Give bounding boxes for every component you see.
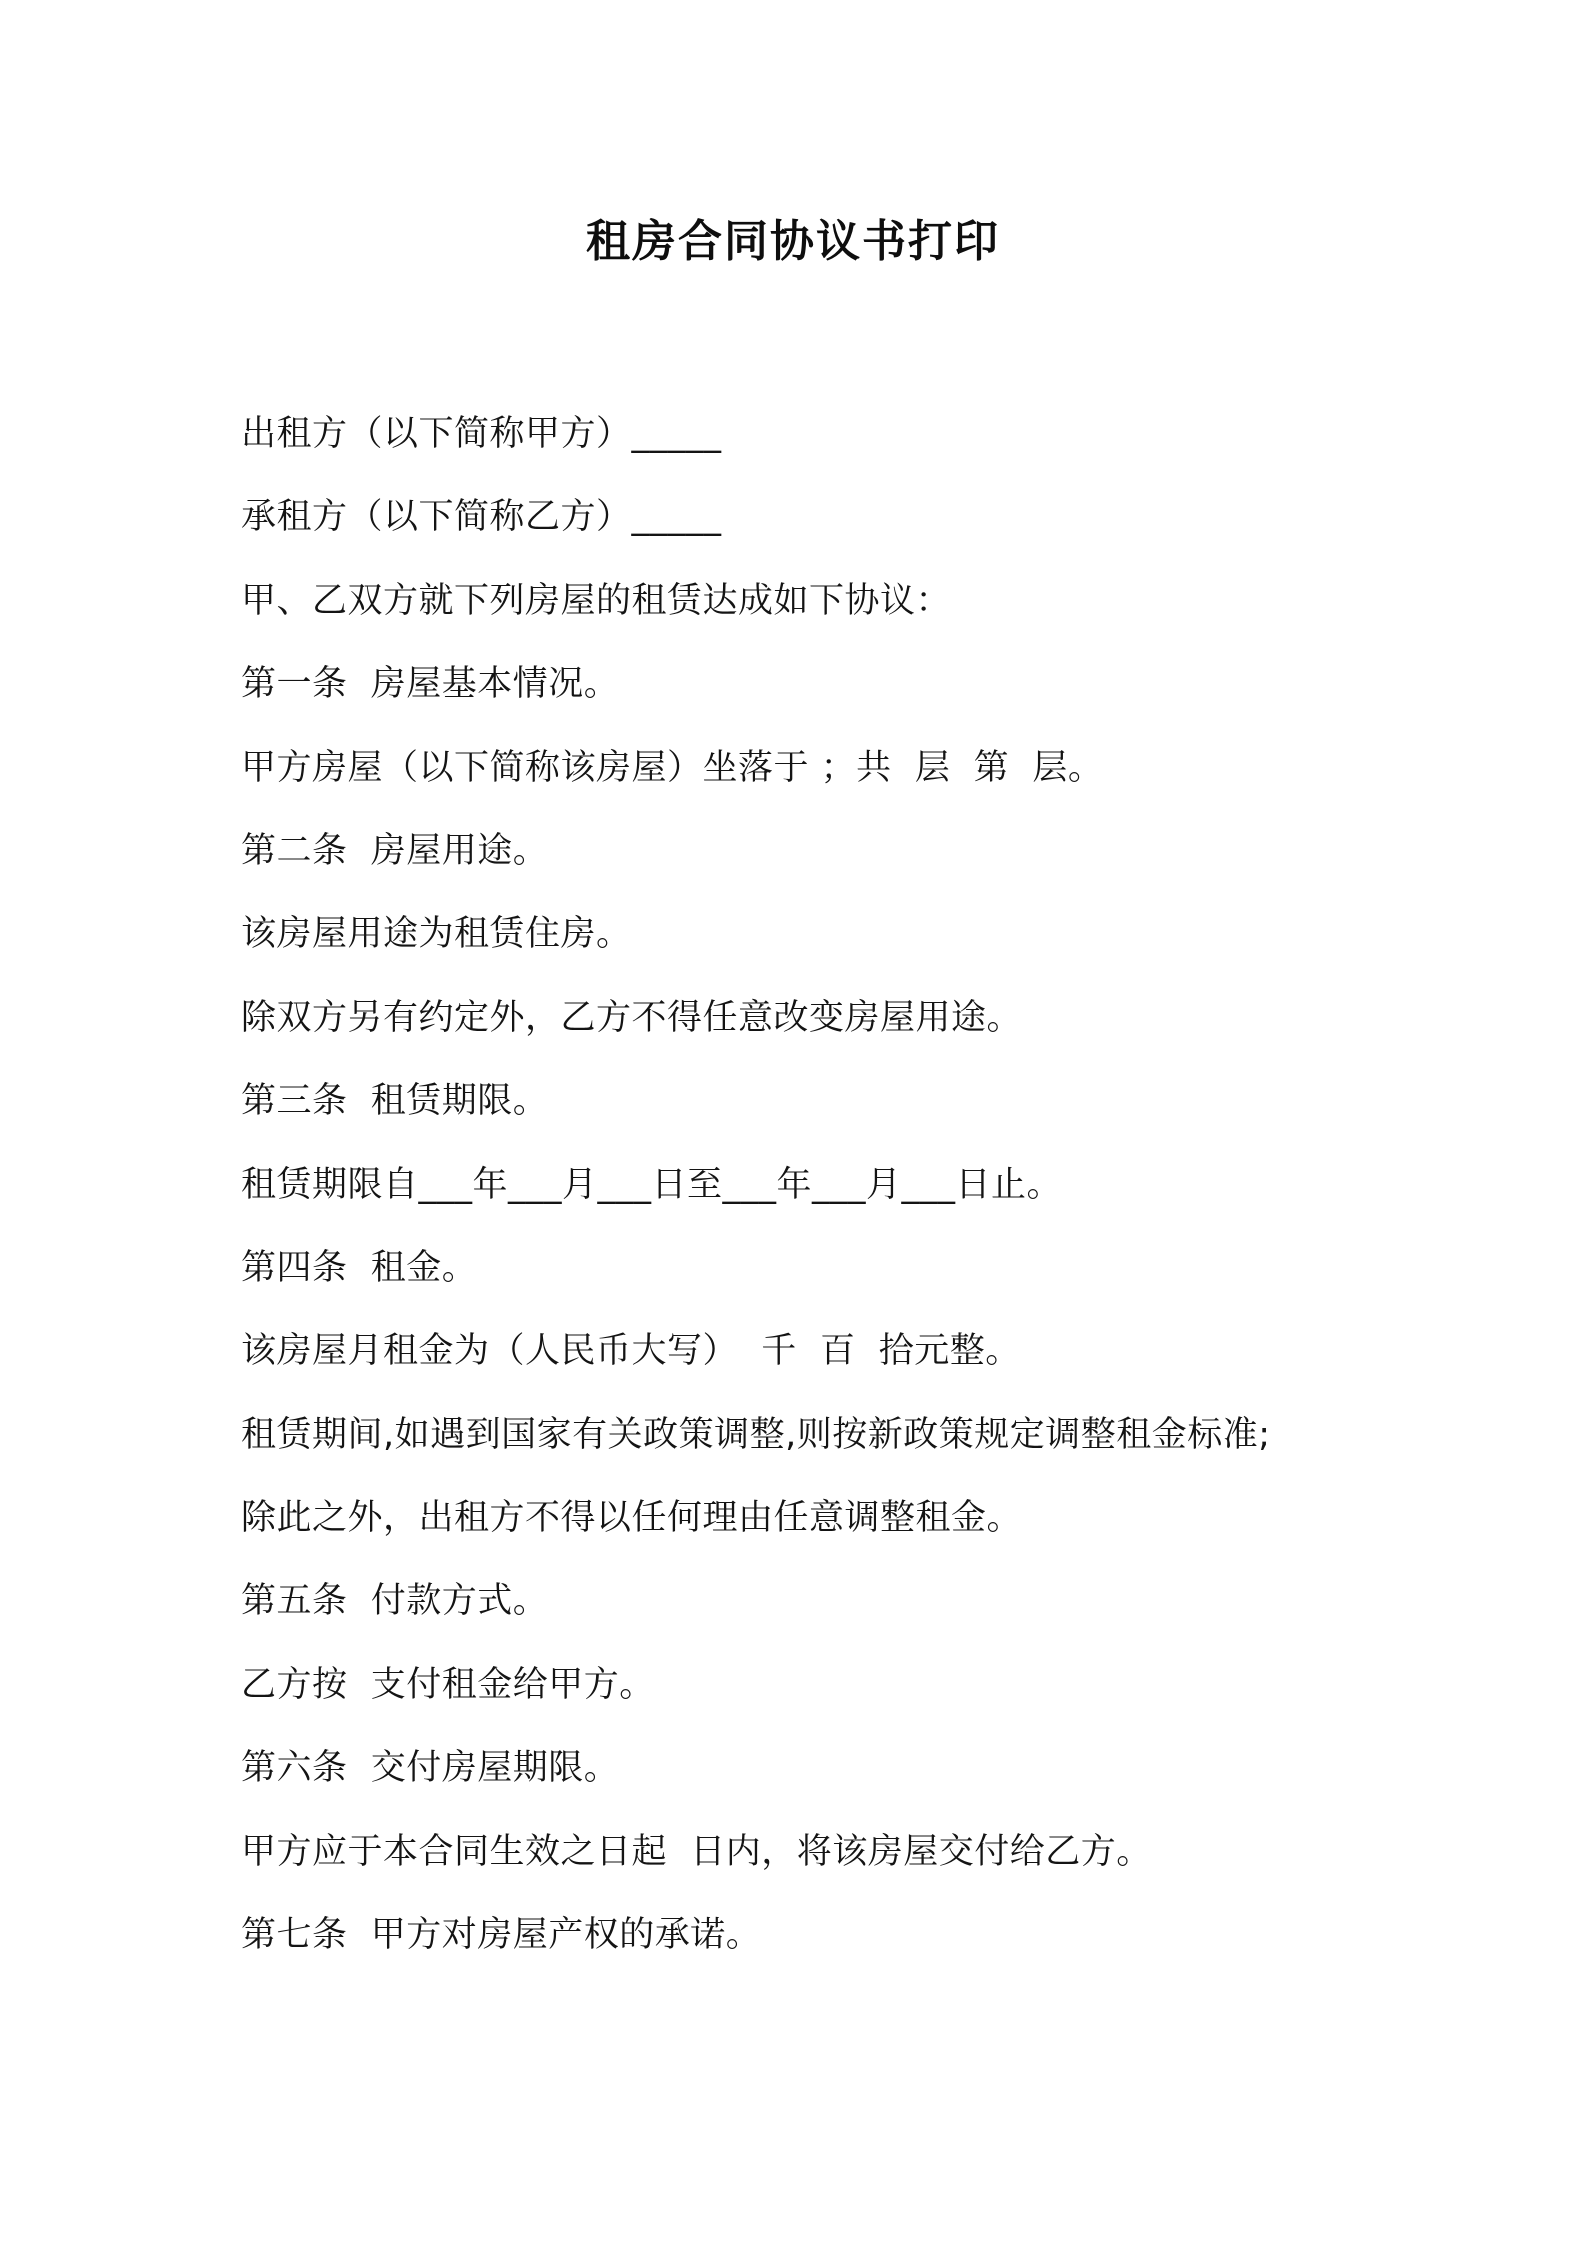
article-2-heading: 第二条 房屋用途。 (241, 830, 549, 871)
contract-body (241, 408, 1441, 1992)
party-a-line: 出租方（以下简称甲方）_____ (241, 414, 722, 454)
article-1-heading: 第一条 房屋基本情况。 (241, 664, 620, 705)
article-1-text: 甲方房屋（以下简称该房屋）坐落于 ；共 层 第 层。 (241, 747, 1104, 788)
article-3-text: 租赁期限自___年___月___日至___年___月___日止。 (241, 1164, 1063, 1205)
article-4-heading: 第四条 租金。 (241, 1247, 478, 1288)
article-2-text-2: 除双方另有约定外，乙方不得任意改变房屋用途。 (241, 997, 1023, 1038)
document-title: 租房合同协议书打印 (586, 216, 1000, 267)
article-6-text: 甲方应于本合同生效之日起 日内，将该房屋交付给乙方。 (241, 1831, 1152, 1872)
article-5-heading: 第五条 付款方式。 (241, 1581, 549, 1622)
article-5-text: 乙方按 支付租金给甲方。 (241, 1664, 655, 1705)
article-7-heading: 第七条 甲方对房屋产权的承诺。 (241, 1915, 762, 1956)
party-b-line: 承租方（以下简称乙方）_____ (241, 497, 722, 538)
article-2-text-1: 该房屋用途为租赁住房。 (241, 914, 632, 955)
article-4-text-3: 除此之外，出租方不得以任何理由任意调整租金。 (241, 1498, 1023, 1539)
agreement-intro: 甲、乙双方就下列房屋的租赁达成如下协议： (241, 580, 952, 621)
article-3-heading: 第三条 租赁期限。 (241, 1081, 549, 1122)
article-6-heading: 第六条 交付房屋期限。 (241, 1748, 620, 1789)
article-4-text-2: 租赁期间,如遇到国家有关政策调整,则按新政策规定调整租金标准; (241, 1414, 1271, 1455)
article-4-text-1: 该房屋月租金为（人民币大写） 千 百 拾元整。 (241, 1331, 1021, 1372)
